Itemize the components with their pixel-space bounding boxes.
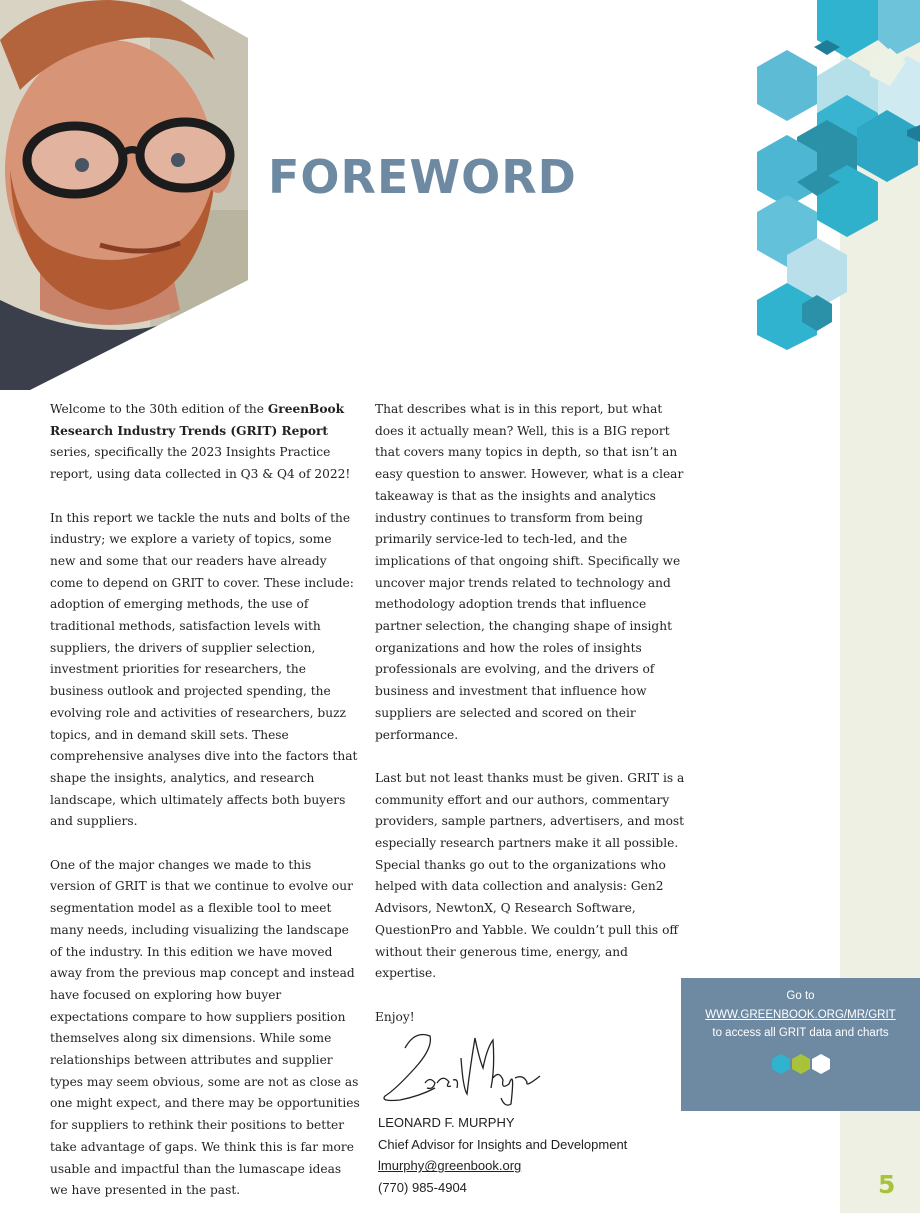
- hexagon-cluster-decoration: [720, 0, 920, 360]
- left-text-column: [50, 399, 360, 1224]
- signer-role: Chief Advisor for Insights and Development: [378, 1136, 628, 1152]
- handwritten-signature: [375, 1028, 555, 1108]
- segmentation-paragraph: One of the major changes we made to this version of GRIT is that we continue to evolve our segmentation model as a flexible tool to meet many needs, including visualizing the landscape of the industry. In this edition we have moved away from the previous map concept and instead have focused on exploring how buyer expectations compare to how suppliers position themselves along six dimensions. While some relationships between attributes and supplier types may seem obvious, some are not as close as one might expect, and there may be opportunities for suppliers to rethink their positions to better take advantage of gaps. We think this is far more usable and impactful than the lumascape ideas we have presented in the past.: [50, 857, 360, 1198]
- author-portrait-hexagon: [0, 0, 248, 390]
- intro-text-b: series, specifically the 2023 Insights Practice report, using data collected in Q3 & Q4 of 2022!: [50, 445, 351, 482]
- callout-line-1: Go to: [786, 990, 815, 1002]
- page-number: 5: [878, 1170, 896, 1199]
- page-title: FOREWORD: [268, 150, 577, 204]
- signer-email-link[interactable]: lmurphy@greenbook.org: [378, 1158, 522, 1174]
- report-name-bold: GreenBook Research Industry Trends (GRIT) Report: [50, 402, 345, 438]
- meaning-paragraph: That describes what is in this report, but what does it actually mean? Well, this is a BIG report that covers many topics in depth, so that isn’t an easy question to answer. However, what is a clear takeaway is that as the insights and analytics industry continues to transform from being primarily service-led to tech-led, and the implications of that ongoing shift. Specifically we uncover major trends related to technology and methodology adoption trends that influence partner selection, the changing shape of insight organizations and how the roles of insights professionals are evolving, and the drivers of business and investment that influence how suppliers are selected and scored on their performance.: [375, 402, 684, 742]
- intro-text-a: Welcome to the 30th edition of the: [50, 402, 268, 416]
- grit-website-link[interactable]: WWW.GREENBOOK.ORG/MR/GRIT: [705, 1008, 896, 1021]
- enjoy-line: Enjoy!: [375, 1009, 415, 1024]
- signer-phone: (770) 985-4904: [378, 1179, 467, 1195]
- topics-paragraph: In this report we tackle the nuts and bolts of the industry; we explore a variety of topics, some new and some that our readers have already come to depend on GRIT to cover. These include: adoption of emerging methods, the use of traditional methods, satisfaction levels with suppliers, the drivers of supplier selection, investment priorities for researchers, the business outlook and projected spending, the evolving role and activities of researchers, buzz topics, and in demand skill sets. These comprehensive analyses dive into the factors that shape the insights, analytics, and research landscape, which ultimately affects both buyers and suppliers.: [50, 510, 358, 829]
- thanks-paragraph: Last but not least thanks must be given. GRIT is a community effort and our authors, commentary providers, sample partners, advertisers, and most especially research partners make it all possible. Special thanks go out to the organizations who helped with data collection and analysis: Gen2 Advisors, NewtonX, Q Research Software, QuestionPro and Yabble. We couldn’t pull this off without their generous time, energy, and expertise.: [375, 770, 685, 981]
- signer-name: LEONARD F. MURPHY: [378, 1115, 515, 1131]
- grit-data-callout: [681, 978, 920, 1111]
- right-text-column: [375, 399, 690, 1198]
- callout-line-3: to access all GRIT data and charts: [712, 1027, 889, 1039]
- signature-block: [375, 1112, 690, 1198]
- three-hexagons-icon: [771, 1053, 831, 1075]
- intro-paragraph: [50, 399, 360, 486]
